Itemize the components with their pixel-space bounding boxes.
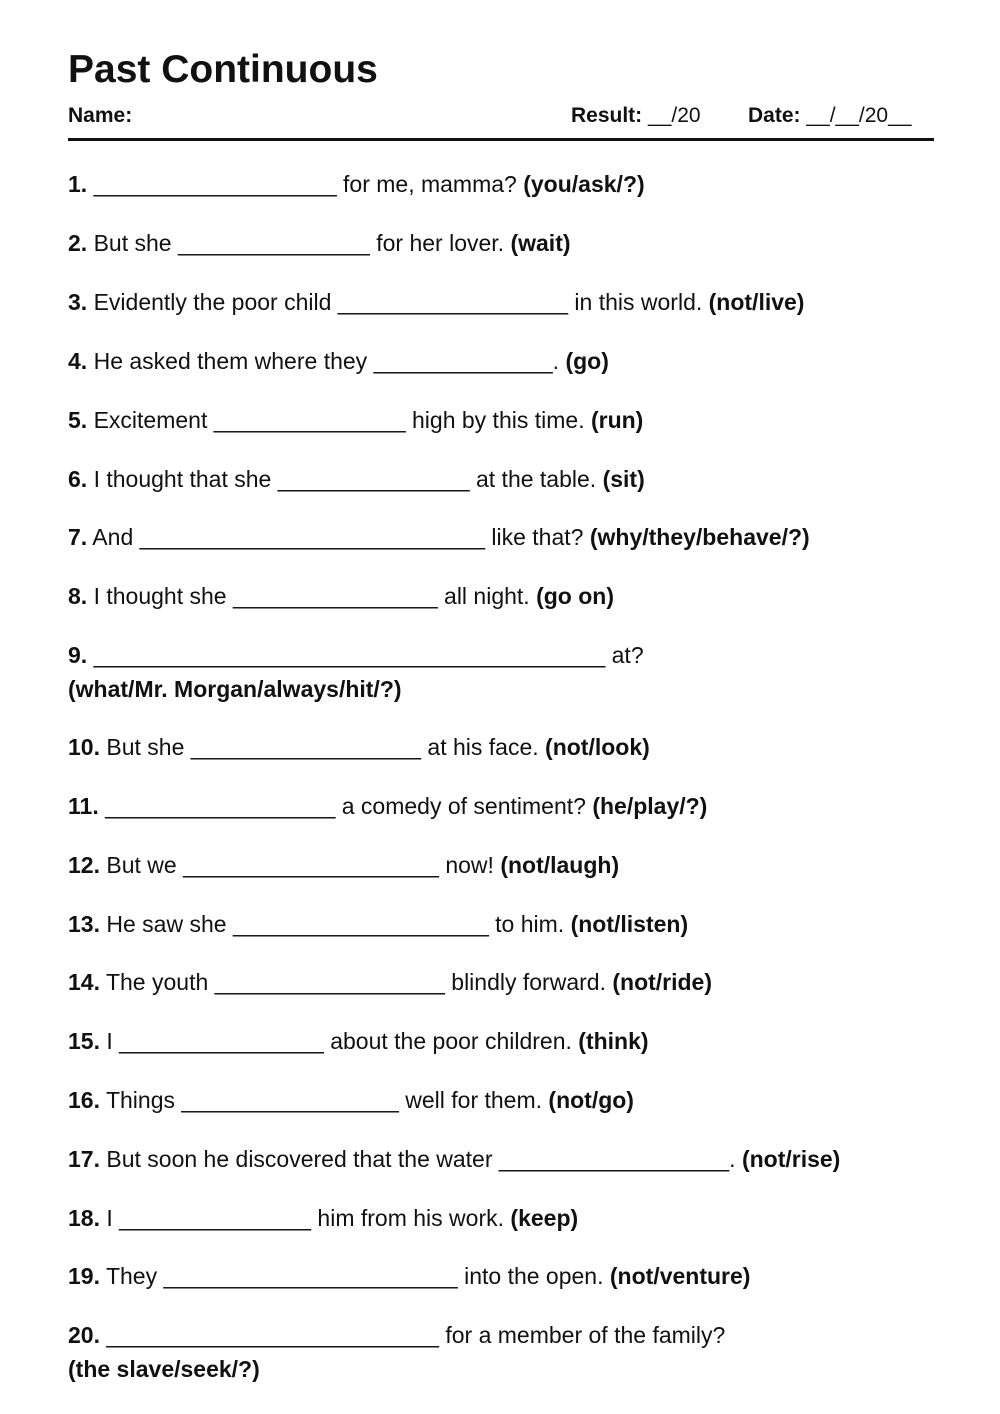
verb-hint: (not/live) xyxy=(708,289,805,315)
question-number: 3. xyxy=(68,289,88,315)
question-number: 18. xyxy=(68,1205,100,1231)
question-text-after: for her lover. xyxy=(369,230,511,256)
question-text-after: for a member of the family? xyxy=(438,1322,726,1348)
question-text-after: into the open. xyxy=(457,1263,610,1289)
question-text-before: I thought that she xyxy=(87,466,272,492)
question-number: 6. xyxy=(68,466,88,492)
verb-hint: (not/go) xyxy=(548,1087,634,1113)
question-item xyxy=(68,520,948,554)
answer-blank[interactable]: __________________________ xyxy=(106,1322,439,1348)
question-number: 2. xyxy=(68,230,88,256)
question-text-before: But we xyxy=(99,852,177,878)
verb-hint: (not/venture) xyxy=(609,1263,751,1289)
verb-hint: (think) xyxy=(578,1028,649,1054)
verb-hint: (why/they/behave/?) xyxy=(589,524,810,550)
question-item xyxy=(68,167,948,201)
date-label: Date: xyxy=(748,104,801,127)
answer-blank[interactable]: __________________ xyxy=(190,734,422,760)
verb-hint: (run) xyxy=(590,407,644,433)
question-number: 19. xyxy=(68,1263,100,1289)
question-number: 15. xyxy=(68,1028,100,1054)
question-item xyxy=(68,579,948,613)
answer-blank[interactable]: __________________ xyxy=(105,793,336,819)
result-value: __/20 xyxy=(642,104,701,127)
verb-hint: (keep) xyxy=(510,1205,579,1231)
question-number: 13. xyxy=(68,911,100,937)
verb-hint: (not/listen) xyxy=(570,911,689,937)
question-number: 7. xyxy=(68,524,88,550)
question-text-after: for me, mamma? xyxy=(336,171,524,197)
question-item xyxy=(68,1259,948,1293)
question-item xyxy=(68,1024,948,1058)
verb-hint: (he/play/?) xyxy=(592,793,708,819)
question-text-before: Things xyxy=(99,1087,175,1113)
verb-hint: (not/rise) xyxy=(741,1146,841,1172)
question-text-after: at the table. xyxy=(469,466,603,492)
answer-blank[interactable]: ________________ xyxy=(119,1028,324,1054)
question-text-before: I xyxy=(99,1028,113,1054)
question-text-before: They xyxy=(99,1263,158,1289)
question-text-after: now! xyxy=(438,852,501,878)
question-number: 16. xyxy=(68,1087,100,1113)
question-number: 12. xyxy=(68,852,100,878)
question-item xyxy=(68,638,948,706)
question-item xyxy=(68,1142,948,1176)
answer-blank[interactable]: __________________ xyxy=(214,969,445,995)
question-text-after: well for them. xyxy=(398,1087,549,1113)
question-item xyxy=(68,730,948,764)
verb-hint: (what/Mr. Morgan/always/hit/?) xyxy=(68,676,402,702)
question-number: 20. xyxy=(68,1322,100,1348)
question-number: 14. xyxy=(68,969,100,995)
answer-blank[interactable]: ___________________ xyxy=(93,171,337,197)
question-item xyxy=(68,1083,948,1117)
question-text-before: Evidently the poor child xyxy=(87,289,332,315)
question-text-after: a comedy of sentiment? xyxy=(335,793,593,819)
date-value: __/__/20__ xyxy=(800,104,912,127)
verb-hint: (not/ride) xyxy=(612,969,713,995)
verb-hint: (the slave/seek/?) xyxy=(68,1356,260,1382)
answer-blank[interactable]: _______________________ xyxy=(163,1263,458,1289)
question-text-after: to him. xyxy=(488,911,571,937)
question-text-before: The youth xyxy=(99,969,209,995)
question-text-before: He saw she xyxy=(99,911,227,937)
verb-hint: (you/ask/?) xyxy=(523,171,645,197)
answer-blank[interactable]: ___________________________ xyxy=(139,524,485,550)
question-item xyxy=(68,403,948,437)
question-number: 4. xyxy=(68,348,88,374)
question-item xyxy=(68,848,948,882)
question-text-after: him from his work. xyxy=(311,1205,511,1231)
answer-blank[interactable]: _______________ xyxy=(213,407,406,433)
question-number: 5. xyxy=(68,407,88,433)
question-text-before: I thought she xyxy=(87,583,227,609)
question-item xyxy=(68,1201,948,1235)
question-text-before: I xyxy=(99,1205,113,1231)
question-text-after: . xyxy=(729,1146,742,1172)
question-text-before: But soon he discovered that the water xyxy=(99,1146,493,1172)
question-text-before: Excitement xyxy=(87,407,208,433)
name-field xyxy=(68,102,132,130)
question-text-after: about the poor children. xyxy=(323,1028,579,1054)
answer-blank[interactable]: __________________ xyxy=(337,289,569,315)
verb-hint: (go) xyxy=(565,348,609,374)
question-item xyxy=(68,965,948,999)
question-number: 9. xyxy=(68,642,88,668)
question-text-after: . xyxy=(552,348,566,374)
verb-hint: (sit) xyxy=(602,466,645,492)
question-text-before: But she xyxy=(87,230,172,256)
answer-blank[interactable]: ________________________________________ xyxy=(93,642,606,668)
question-item xyxy=(68,1318,948,1386)
question-text-after: at his face. xyxy=(421,734,546,760)
answer-blank[interactable]: ____________________ xyxy=(183,852,439,878)
question-number: 10. xyxy=(68,734,100,760)
question-number: 11. xyxy=(68,793,99,819)
answer-blank[interactable]: ______________ xyxy=(373,348,553,374)
answer-blank[interactable]: _________________ xyxy=(181,1087,399,1113)
page-title: Past Continuous xyxy=(68,48,378,91)
question-text-before: But she xyxy=(99,734,185,760)
worksheet-header xyxy=(68,102,932,130)
result-field xyxy=(571,102,701,130)
result-label: Result: xyxy=(571,104,643,127)
question-text-after: at? xyxy=(605,642,644,668)
answer-blank[interactable]: _______________ xyxy=(177,230,370,256)
question-text-after: like that? xyxy=(485,524,590,550)
answer-blank[interactable]: __________________ xyxy=(498,1146,730,1172)
question-item xyxy=(68,285,948,319)
question-number: 17. xyxy=(68,1146,100,1172)
question-text-before: He asked them where they xyxy=(87,348,368,374)
answer-blank[interactable]: ________________ xyxy=(232,583,438,609)
answer-blank[interactable]: ____________________ xyxy=(232,911,489,937)
question-item xyxy=(68,907,948,941)
question-text-after: high by this time. xyxy=(405,407,591,433)
question-item xyxy=(68,226,948,260)
question-text-after: all night. xyxy=(437,583,537,609)
name-label: Name: xyxy=(68,104,133,127)
question-item xyxy=(68,789,948,823)
question-text-before: And xyxy=(87,524,134,550)
answer-blank[interactable]: _______________ xyxy=(277,466,470,492)
answer-blank[interactable]: _______________ xyxy=(119,1205,312,1231)
verb-hint: (wait) xyxy=(510,230,571,256)
question-text-after: in this world. xyxy=(568,289,709,315)
question-text-after: blindly forward. xyxy=(444,969,613,995)
verb-hint: (not/laugh) xyxy=(500,852,620,878)
header-divider xyxy=(68,138,934,141)
question-number: 1. xyxy=(68,171,88,197)
verb-hint: (not/look) xyxy=(545,734,650,760)
question-item xyxy=(68,344,948,378)
verb-hint: (go on) xyxy=(536,583,614,609)
question-item xyxy=(68,462,948,496)
question-number: 8. xyxy=(68,583,88,609)
date-field xyxy=(748,102,911,130)
